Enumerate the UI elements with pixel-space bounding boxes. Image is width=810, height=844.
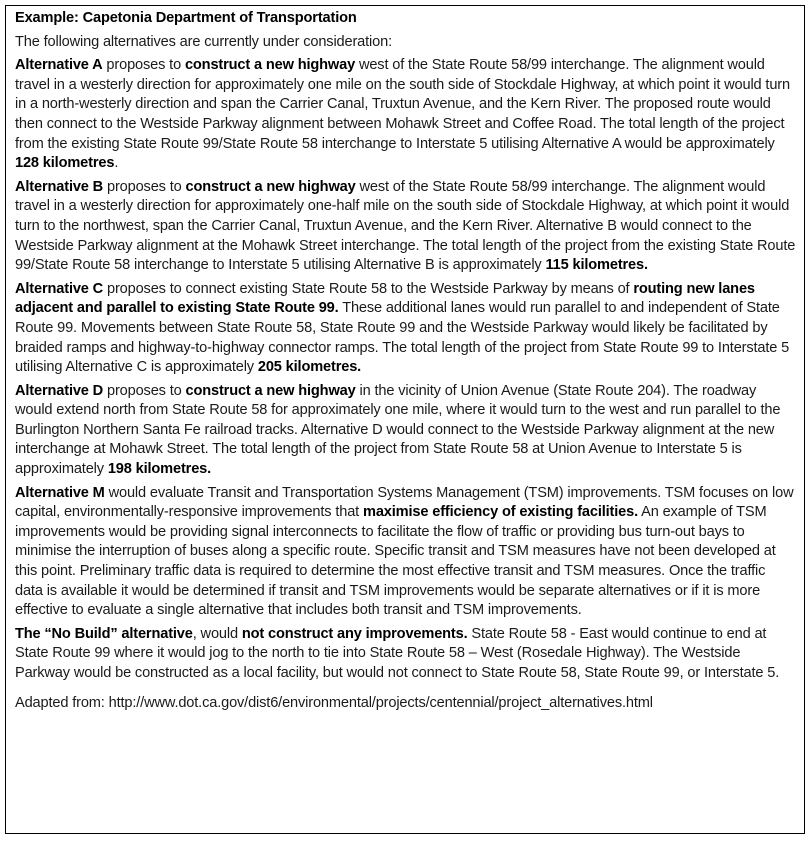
alt-b-seg-2: construct a new highway [185, 178, 356, 195]
alt-c-seg-1: proposes to connect existing State Route 58 to the Westside Parkway by means of [103, 280, 634, 297]
alternative-d-paragraph [15, 382, 796, 480]
alt-a-seg-1: proposes to [102, 57, 185, 74]
alt-c-seg-2: routing new lanes adjacent and parallel to existing State Route 99. [15, 280, 755, 317]
alt-m-seg-2: maximise efficiency of existing facilities. [363, 504, 639, 521]
no-build-seg-1: , would [192, 625, 242, 642]
alternative-m-paragraph [15, 484, 796, 621]
alt-d-seg-4: 198 kilometres. [107, 461, 212, 478]
alternative-c-paragraph [15, 280, 796, 378]
alt-a-seg-2: construct a new highway [184, 57, 356, 74]
no-build-seg-2: not construct any improvements. [241, 625, 468, 642]
alt-b-seg-3: west of the State Route 58/99 interchange. The alignment would travel in a westerly direction for approximately one-half mile on the south side of Stockdale Highway, at which point it would turn to the northwest, span the Carrier Canal, Truxtun Avenue, and the Kern River. Alternative B would connect to the Westside Parkway alignment at the Mohawk Street interchange. The total length of the project from the existing State Route 99/State Route 58 interchange to Interstate 5 utilising Alternative B is approximately [15, 178, 796, 274]
alt-a-seg-0: Alternative A [15, 57, 103, 74]
alt-c-seg-3: These additional lanes would run parallel to and independent of State Route 99. Movements between State Route 58, State Route 99 and the Westside Parkway would likely be facilitated by braided ramps and highway-to-highway connector ramps. The total length of the project from State Route 99 to Interstate 5 utilising Alternative C is approximately [15, 300, 790, 376]
alternative-b-paragraph [15, 178, 796, 276]
document-box [5, 5, 805, 834]
alt-d-seg-3: in the vicinity of Union Avenue (State Route 204). The roadway would extend north from State Route 58 for approximately one mile, where it would turn to the west and run parallel to the Burlington Northern Santa Fe railroad tracks. Alternative D would connect to the Westside Parkway alignment at the new interchange at Mohawk Street. The total length of the project from State Route 58 at Union Avenue to Interstate 5 is approximately [15, 382, 781, 478]
no-build-paragraph [15, 625, 796, 684]
alt-d-seg-2: construct a new highway [185, 382, 356, 399]
source-citation: Adapted from: http://www.dot.ca.gov/dist6/environmental/projects/centennial/project_alternatives.html [15, 694, 653, 711]
alt-m-seg-0: Alternative M [15, 484, 105, 501]
alt-a-seg-5: . [114, 155, 119, 172]
intro-text: The following alternatives are currently under consideration: [15, 33, 392, 50]
alt-d-seg-0: Alternative D [15, 382, 104, 399]
alternative-a-paragraph [15, 56, 796, 174]
alt-b-seg-1: proposes to [103, 178, 186, 195]
document-title: Example: Capetonia Department of Transportation [15, 10, 357, 26]
alt-a-seg-3: west of the State Route 58/99 interchange. The alignment would travel in a westerly direction for approximately one mile on the south side of Stockdale Highway, at which point it would turn in a north-westerly direction and span the Carrier Canal, Truxtun Avenue, and the Kern River. The proposed route would then connect to the Westside Parkway alignment between Mohawk Street and Coffee Road. The total length of the project from the existing State Route 99/State Route 58 interchange to Interstate 5 utilising Alternative A would be approximately [15, 57, 790, 152]
alt-d-seg-1: proposes to [103, 382, 186, 399]
no-build-seg-0: The “No Build” alternative [15, 625, 193, 642]
alt-b-seg-0: Alternative B [15, 178, 104, 195]
alt-c-seg-0: Alternative C [15, 280, 104, 297]
alt-a-seg-4: 128 kilometres [15, 155, 115, 172]
alt-m-seg-3: An example of TSM improvements would be providing signal interconnects to facilitate the flow of traffic or providing bus turn-out bays to minimise the interruption of buses along a specific route. Specific transit and TSM measures have not been developed at this point. Preliminary traffic data is required to determine the most effective transit and TSM measures. Once the traffic data is available it would be determined if transit and TSM improvements would be separate alternatives or if it is more effective to evaluate a single alternative that includes both transit and TSM improvements. [15, 504, 776, 619]
alt-b-seg-4: 115 kilometres. [545, 257, 648, 274]
alt-c-seg-4: 205 kilometres. [257, 359, 362, 376]
no-build-seg-3: State Route 58 - East would continue to end at State Route 99 where it would jog to the north to tie into State Route 58 – West (Rosedale Highway). The Westside Parkway would be constructed as a local facility, but would not connect to State Route 58, State Route 99, or Interstate 5. [15, 625, 780, 681]
alt-m-seg-1: would evaluate Transit and Transportation Systems Management (TSM) improvements. TSM focuses on low capital, environmentally-responsive improvements that [15, 484, 794, 521]
